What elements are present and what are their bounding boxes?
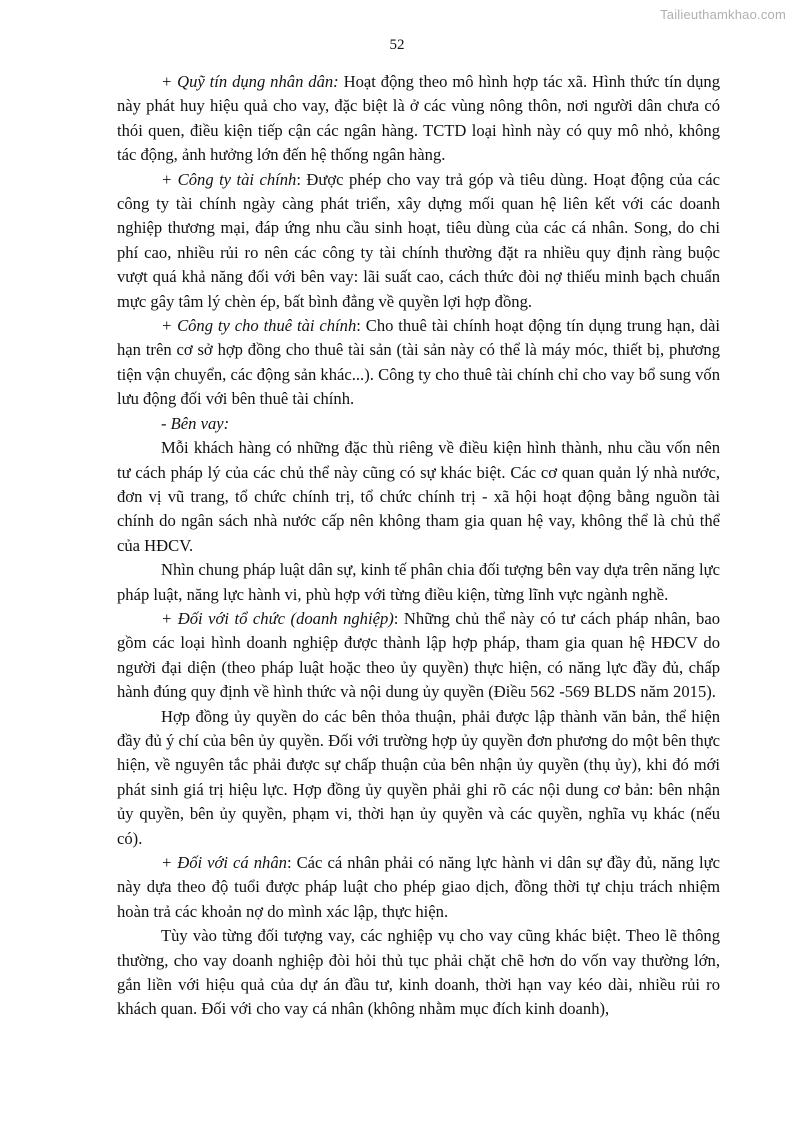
paragraph-cong-ty-tai-chinh (117, 168, 720, 314)
paragraph-doi-voi-to-chuc (117, 607, 720, 705)
paragraph-quy-tin-dung (117, 70, 720, 168)
paragraph-lead: + Công ty cho thuê tài chính (161, 316, 357, 336)
paragraph-text: : Các cá nhân phải có năng lực hành vi dân sự đầy đủ, năng lực này dựa theo độ tuổi được pháp luật cho phép giao dịch, đồng thời tự chịu trách nhiệm hoàn trả các khoản nợ do mình xác lập, thực hiện. (117, 853, 720, 921)
watermark: Tailieuthamkhao.com (660, 7, 786, 22)
paragraph-lead: + Đối với tổ chức (doanh nghiệp) (161, 608, 394, 628)
paragraph-text: : Những chủ thể này có tư cách pháp nhân, bao gồm các loại hình doanh nghiệp được thành lập hợp pháp, tham gia quan hệ HĐCV do người đại diện (theo pháp luật hoặc theo ủy quyền) thực hiện, có năng lực đầy đủ, chấp hành đúng quy định về hình thức và nội dung ủy quyền (Điều 562 -569 BLDS năm 2015). (117, 608, 720, 702)
paragraph-text: Hợp đồng ủy quyền do các bên thỏa thuận, phải được lập thành văn bản, thể hiện đầy đủ ý chí của bên ủy quyền. Đối với trường hợp ủy quyền đơn phương do một bên thực hiện, về nguyên tắc phải được sự chấp thuận của bên nhận ủy quyền (thụ ủy), khi đó mới phát sinh giá trị hiệu lực. Hợp đồng ủy quyền phải ghi rõ các nội dung cơ bản: bên nhận ủy quyền, bên ủy quyền, phạm vi, thời hạn ủy quyền và các quyền, nghĩa vụ khác (nếu có). (117, 706, 720, 848)
paragraph-text: : Cho thuê tài chính hoạt động tín dụng trung hạn, dài hạn trên cơ sở hợp đồng cho thuê tài sản (tài sản này có thể là máy móc, thiết bị, phương tiện vận chuyển, các động sản khác...). Công ty cho thuê tài chính chỉ cho vay bổ sung vốn lưu động đối với bên thuê tài chính. (117, 316, 720, 409)
paragraph-text: Tùy vào từng đối tượng vay, các nghiệp vụ cho vay cũng khác biệt. Theo lẽ thông thường, cho vay doanh nghiệp đòi hỏi thủ tục phải chặt chẽ hơn do vốn vay thường lớn, gắn liền với hiệu quả của dự án đầu tư, kinh doanh, thời hạn vay kéo dài, nhiều rủi ro khách quan. Đối với cho vay cá nhân (không nhằm mục đích kinh doanh), (117, 926, 720, 1019)
paragraph-phan-chia-doi-tuong (117, 558, 720, 607)
paragraph-lead: + Đối với cá nhân (161, 853, 287, 872)
paragraph-hop-dong-uy-quyen (117, 705, 720, 851)
paragraph-text: : Được phép cho vay trả góp và tiêu dùng. Hoạt động của các công ty tài chính ngày càng phát triển, xây dựng mối quan hệ liên kết với các doanh nghiệp thương mại, đáp ứng nhu cầu sinh hoạt, tiêu dùng của các cá nhân. Song, do chi phí cao, nhiều rủi ro nên các công ty tài chính thường đặt ra nhiều quy định ràng buộc vượt quá khả năng đối với bên vay: lãi suất cao, cách thức đòi nợ thiếu minh bạch chuẩn mực gây tâm lý chèn ép, bất bình đẳng về quyền lợi hợp đồng. (117, 169, 721, 311)
body-text (117, 70, 720, 1022)
paragraph-text: Hoạt động theo mô hình hợp tác xã. Hình thức tín dụng này phát huy hiệu quả cho vay, đặc biệt là ở các vùng nông thôn, nơi người dân chưa có thói quen, điều kiện tiếp cận các ngân hàng. TCTD loại hình này có quy mô nhỏ, không tác động, ảnh hưởng lớn đến hệ thống ngân hàng. (117, 72, 720, 165)
paragraph-doi-voi-ca-nhan (117, 851, 720, 924)
paragraph-lead: - Bên vay: (161, 413, 230, 433)
paragraph-cho-thue-tai-chinh (117, 314, 720, 412)
paragraph-ben-vay-heading (117, 412, 720, 436)
paragraph-nghiep-vu-cho-vay (117, 924, 720, 1022)
paragraph-lead: + Quỹ tín dụng nhân dân: (161, 72, 339, 91)
paragraph-text: Nhìn chung pháp luật dân sự, kinh tế phân chia đối tượng bên vay dựa trên năng lực pháp luật, năng lực hành vi, phù hợp với từng điều kiện, từng lĩnh vực ngành nghề. (117, 560, 720, 604)
paragraph-lead: + Công ty tài chính (161, 169, 297, 189)
page-number: 52 (389, 37, 405, 53)
paragraph-text: Mỗi khách hàng có những đặc thù riêng về điều kiện hình thành, nhu cầu vốn nên tư cách pháp lý của các chủ thể này cũng có sự khác biệt. Các cơ quan quản lý nhà nước, đơn vị vũ trang, tổ chức chính trị, tổ chức chính trị - xã hội hoạt động bằng nguồn tài chính do ngân sách nhà nước cấp nên không tham gia quan hệ vay, không thể là chủ thể của HĐCV. (117, 438, 720, 555)
paragraph-dac-thu-khach-hang (117, 436, 720, 558)
